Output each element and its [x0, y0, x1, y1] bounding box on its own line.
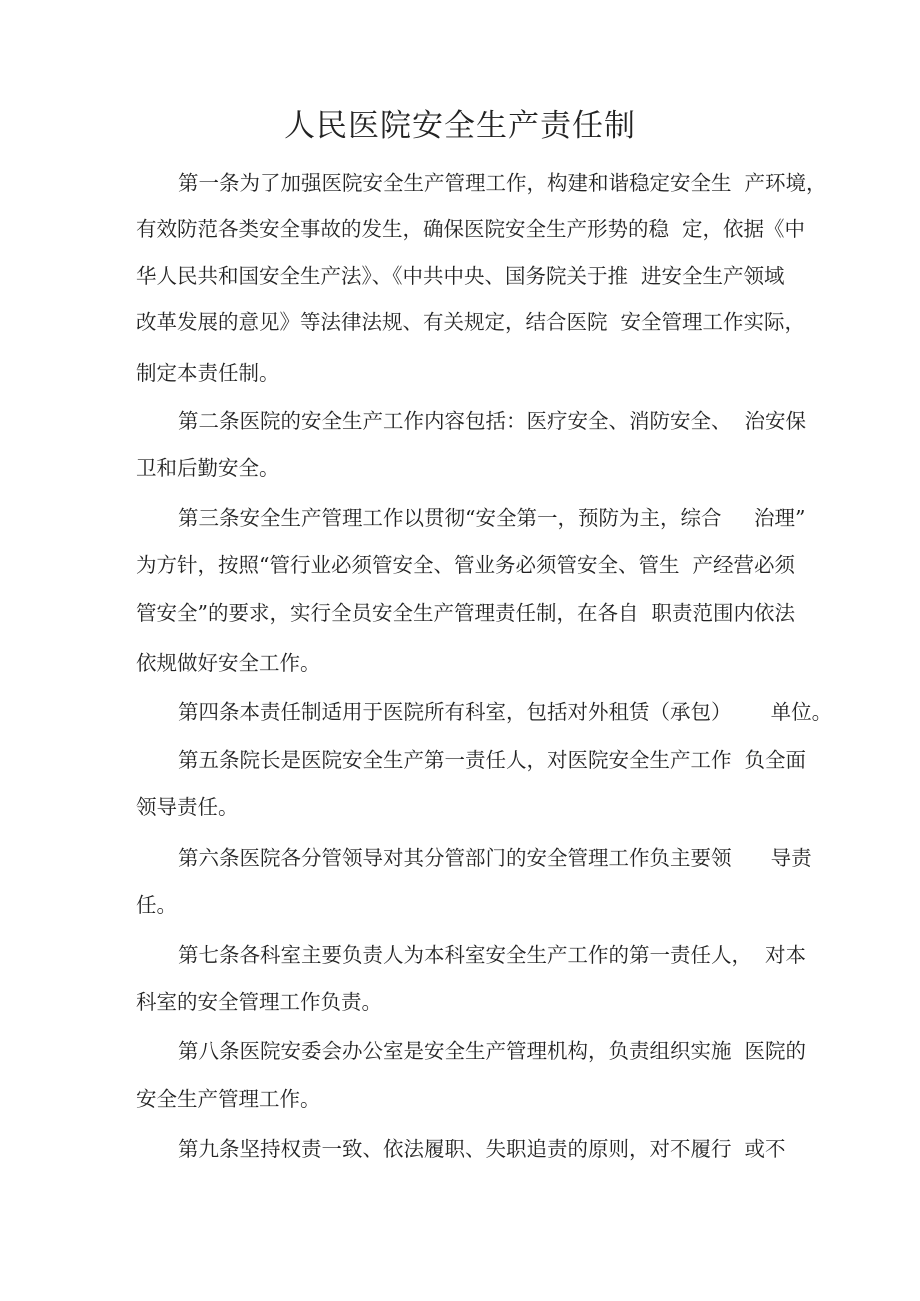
text-line: 改革发展的意见》等法律法规、有关规定，结合医院 安全管理工作实际， [136, 310, 806, 334]
text-line: 华人民共和国安全生产法》、《中共中央、国务院关于推 进安全生产领域 [136, 264, 785, 288]
text-line: 科室的安全管理工作负责。 [136, 990, 382, 1014]
text-line: 有效防范各类安全事故的发生，确保医院安全生产形势的稳 定，依据《中 [136, 217, 806, 241]
text-line: 第七条各科室主要负责人为本科室安全生产工作的第一责任人， 对本 [178, 943, 807, 967]
text-line: 第九条坚持权责一致、依法履职、失职追责的原则，对不履行 或不 [178, 1137, 786, 1161]
text-line: 管安全”的要求，实行全员安全生产管理责任制，在各自 职责范围内依法 [136, 601, 796, 625]
text-line: 制定本责任制。 [136, 361, 280, 385]
text-line: 为方针，按照“管行业必须管安全、管业务必须管安全、管生 产经营必须 [136, 553, 796, 577]
text-line: 第二条医院的安全生产工作内容包括：医疗安全、消防安全、 治安保 [178, 409, 807, 433]
text-line: 第三条安全生产管理工作以贯彻“安全第一，预防为主，综合 治理” [178, 506, 806, 530]
text-line: 卫和后勤安全。 [136, 456, 280, 480]
text-line: 第五条院长是医院安全生产第一责任人，对医院安全生产工作 负全面 [178, 748, 807, 772]
text-line: 第六条医院各分管领导对其分管部门的安全管理工作负主要领 导责 [178, 846, 812, 870]
text-line: 第八条医院安委会办公室是安全生产管理机构，负责组织实施 医院的 [178, 1039, 807, 1063]
text-line: 任。 [136, 893, 177, 917]
text-line: 安全生产管理工作。 [136, 1087, 321, 1111]
document-title: 人民医院安全生产责任制 [284, 108, 636, 144]
text-line: 第四条本责任制适用于医院所有科室，包括对外租赁（承包） 单位。 [178, 700, 833, 724]
text-line: 依规做好安全工作。 [136, 651, 321, 675]
text-line: 第一条为了加强医院安全生产管理工作，构建和谐稳定安全生 产环境， [178, 171, 827, 195]
text-line: 领导责任。 [136, 795, 239, 819]
